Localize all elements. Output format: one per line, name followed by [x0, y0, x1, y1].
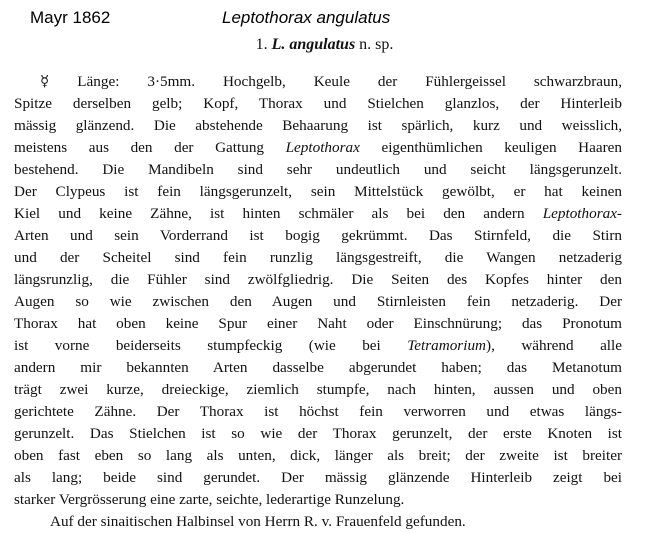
- text-line: [14, 401, 622, 423]
- text-segment: und der Scheitel sind fein runzlig längsgestreift, die Wangen netzaderig: [14, 249, 622, 266]
- text-line: [14, 203, 622, 225]
- text-line: [14, 159, 622, 181]
- text-line: [14, 247, 622, 269]
- species-heading: [0, 36, 649, 54]
- italic-taxon-name: Leptothorax-: [542, 205, 622, 222]
- text-segment: Thorax hat oben keine Spur einer Naht oder Einschnürung; das Pronotum: [14, 315, 622, 332]
- text-line: [14, 115, 622, 137]
- text-line: [14, 489, 622, 511]
- text-segment: Auf der sinaitischen Halbinsel von Herrn R. v. Frauenfeld gefunden.: [50, 513, 466, 530]
- text-segment: eigenthümlichen keuligen Haaren: [359, 139, 622, 156]
- text-segment: Augen so wie zwischen den Augen und Stirnleisten fein netzaderig. Der: [14, 293, 622, 310]
- text-line: [14, 269, 622, 291]
- text-line: [14, 181, 622, 203]
- text-line: [14, 225, 622, 247]
- text-segment: Der Clypeus ist fein längsgerunzelt, sein Mittelstück gewölbt, er hat keinen: [14, 183, 622, 200]
- text-segment: gerunzelt. Das Stielchen ist so wie der Thorax gerunzelt, der erste Knoten ist: [14, 425, 622, 442]
- text-segment: ☿ Länge: 3·5mm. Hochgelb, Keule der Fühlergeissel schwarzbraun,: [40, 73, 622, 90]
- text-line: [14, 357, 622, 379]
- text-segment: längsrunzlig, die Fühler sind zwölfgliedrig. Die Seiten des Kopfes hinter den: [14, 271, 622, 288]
- text-segment: Kiel und keine Zähne, ist hinten schmäler als bei den andern: [14, 205, 543, 222]
- species-header-label: Leptothorax angulatus: [222, 8, 391, 27]
- text-line: [14, 467, 622, 489]
- text-line: [14, 335, 622, 357]
- author-year-label: Mayr 1862: [30, 8, 111, 27]
- text-segment: starker Vergrösserung eine zarte, seichte, lederartige Runzelung.: [14, 491, 405, 508]
- text-line: [14, 291, 622, 313]
- text-segment: Arten und sein Vorderrand ist bogig gekrümmt. Das Stirnfeld, die Stirn: [14, 227, 622, 244]
- text-line: [14, 71, 622, 93]
- text-segment: als lang; beide sind gerundet. Der mässig glänzende Hinterleib zeigt bei: [14, 469, 622, 486]
- text-segment: ), während alle: [486, 337, 622, 354]
- text-segment: ist vorne beiderseits stumpfeckig (wie bei: [14, 337, 408, 354]
- species-number: 1.: [255, 36, 268, 53]
- description-text: [14, 71, 622, 533]
- text-segment: mässig glänzend. Die abstehende Behaarung ist spärlich, kurz und weisslich,: [14, 117, 622, 134]
- text-segment: oben fast eben so lang als unten, dick, länger als breit; der zweite ist breiter: [14, 447, 622, 464]
- species-name: L. angulatus: [271, 36, 356, 53]
- text-line: [14, 423, 622, 445]
- text-line: [14, 379, 622, 401]
- text-line: [14, 93, 622, 115]
- text-segment: trägt zwei kurze, dreieckige, ziemlich stumpfe, nach hinten, aussen und oben: [14, 381, 622, 398]
- text-segment: gerichtete Zähne. Der Thorax ist höchst fein verworren und etwas längs-: [14, 403, 622, 420]
- text-line: [14, 137, 622, 159]
- italic-taxon-name: Leptothorax: [285, 139, 360, 156]
- text-segment: meistens aus den der Gattung: [14, 139, 286, 156]
- text-line: [14, 511, 622, 533]
- text-line: [14, 313, 622, 335]
- text-line: [14, 445, 622, 467]
- text-segment: Spitze derselben gelb; Kopf, Thorax und Stielchen glanzlos, der Hinterleib: [14, 95, 622, 112]
- species-suffix: n. sp.: [359, 36, 394, 53]
- text-segment: bestehend. Die Mandibeln sind sehr undeutlich und seicht längsgerunzelt.: [14, 161, 622, 178]
- italic-taxon-name: Tetramorium: [407, 337, 487, 354]
- text-segment: andern mir bekannten Arten dasselbe abgerundet haben; das Metanotum: [14, 359, 622, 376]
